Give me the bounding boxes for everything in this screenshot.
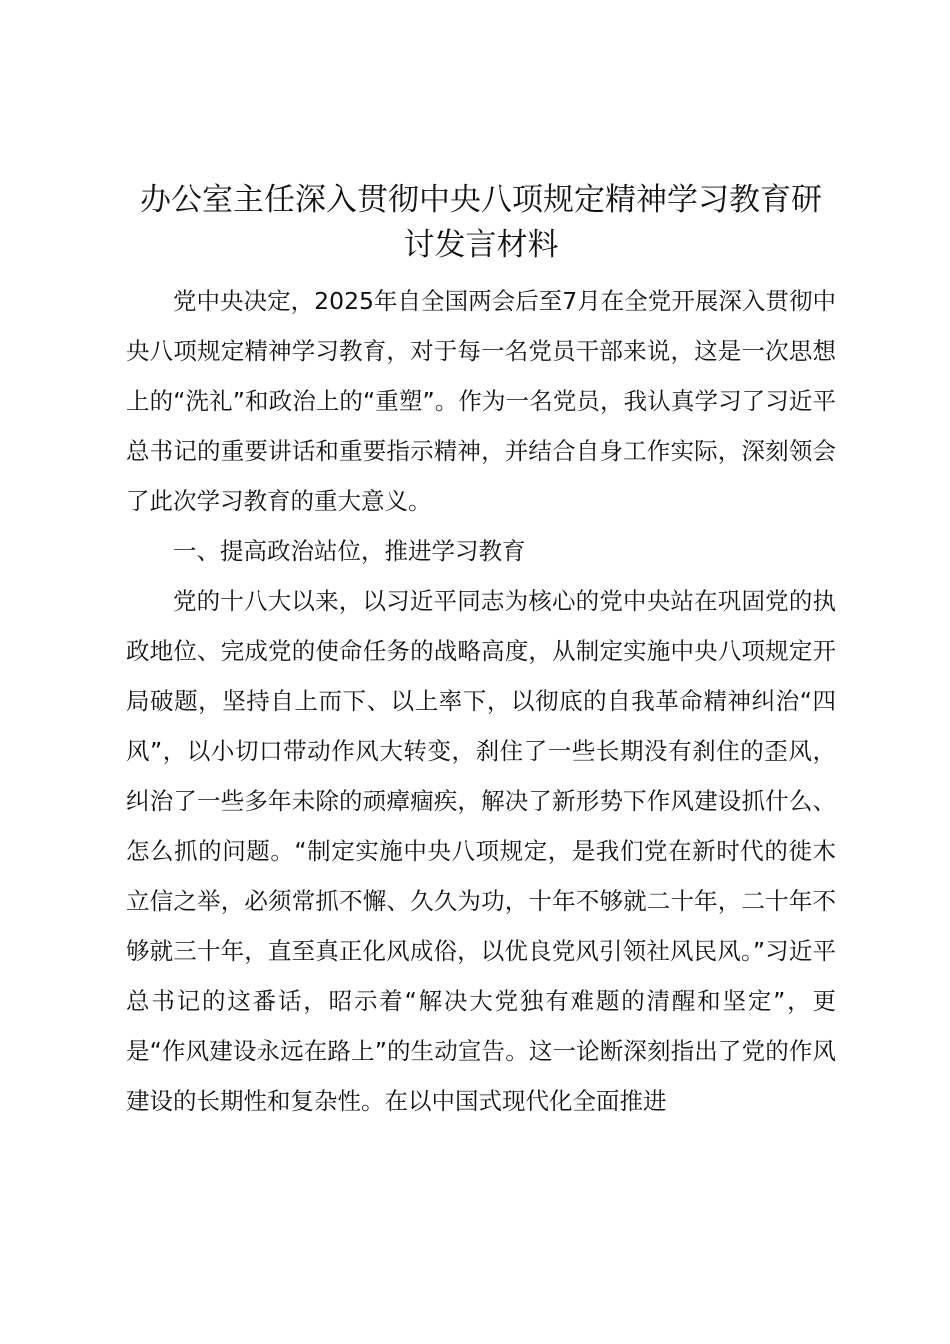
body-paragraph: 党的十八大以来，以习近平同志为核心的党中央站在巩固党的执政地位、完成党的使命任务的战略高度，从制定实施中央八项规定开局破题，坚持自上而下、以上率下，以彻底的自我革命精神纠治“四风”，以小切口带动作风大转变，刹住了一些长期没有刹住的歪风，纠治了一些多年未除的顽瘴痼疾，解决了新形势下作风建设抓什么、怎么抓的问题。“制定实施中央八项规定，是我们党在新时代的徙木立信之举，必须常抓不懈、久久为功，十年不够就二十年，二十年不够就三十年，直至真正化风成俗，以优良党风引领社风民风。”习近平总书记的这番话，昭示着“解决大党独有难题的清醒和坚定”，更是“作风建设永远在路上”的生动宣告。这一论断深刻指出了党的作风建设的长期性和复杂性。在以中国式现代化全面推进	[126, 587, 836, 1115]
document-title: 办公室主任深入贯彻中央八项规定精神学习教育研讨发言材料	[140, 182, 822, 263]
intro-paragraph: 党中央决定，2025年自全国两会后至7月在全党开展深入贯彻中央八项规定精神学习教育，对于每一名党员干部来说，这是一次思想上的“洗礼”和政治上的“重塑”。作为一名党员，我认真学习了习近平总书记的重要讲话和重要指示精神，并结合自身工作实际，深刻领会了此次学习教育的重大意义。	[126, 287, 836, 515]
section-heading: 一、提高政治站位，推进学习教育	[173, 537, 526, 565]
document-body	[126, 178, 836, 1126]
